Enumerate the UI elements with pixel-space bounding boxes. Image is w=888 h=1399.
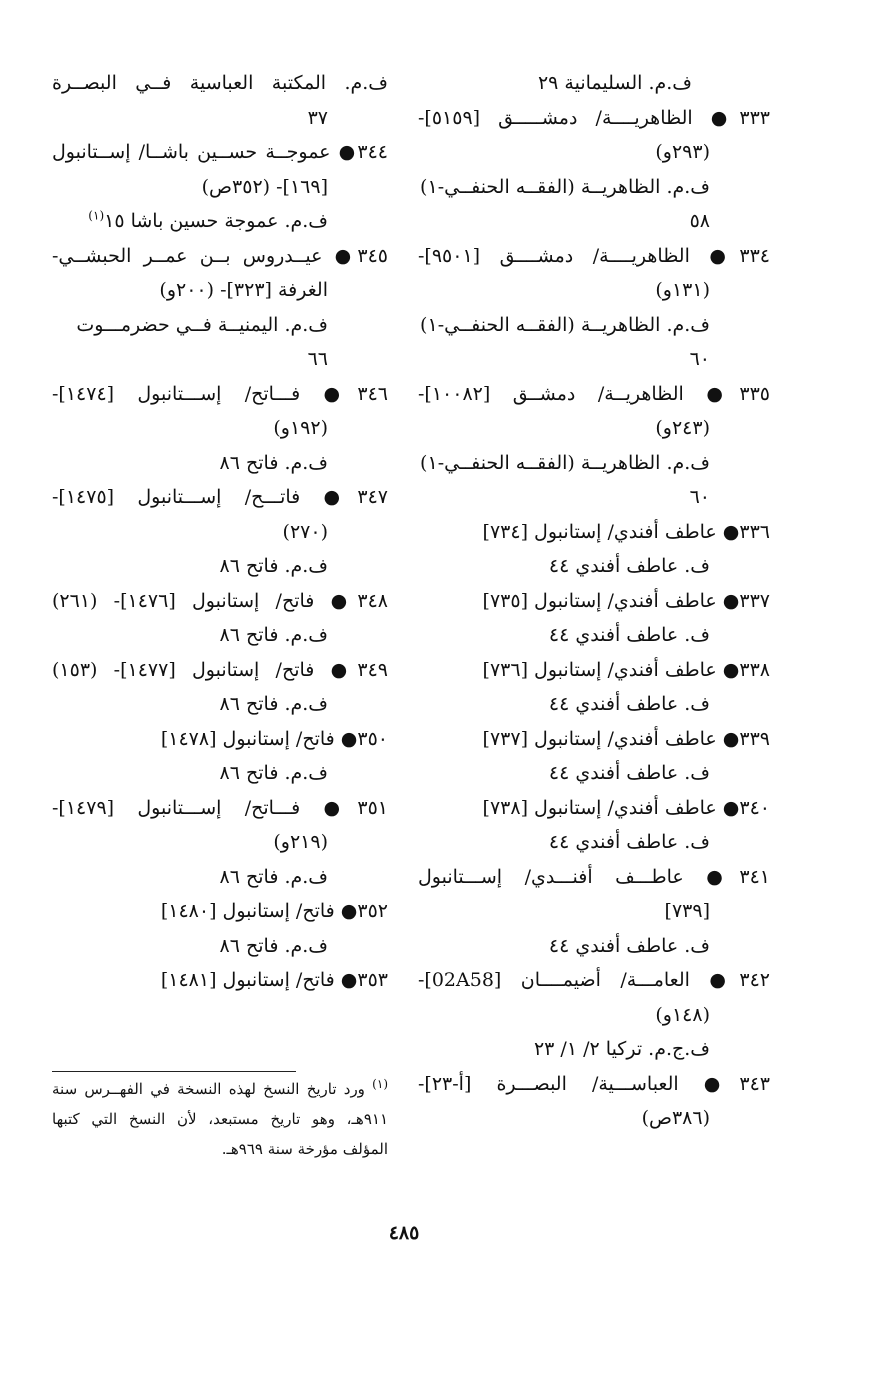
left-column-line: ٣٥١● فـــاتح/ إســـتانبول [١٤٧٩]-	[52, 796, 388, 819]
right-column-line: ف.م. الظاهريــة (الفقــه الحنفــي-١)	[420, 175, 710, 198]
left-column	[52, 66, 388, 998]
right-column-line: ٣٤٢● العامـــة/ أضيمــــان [02A58]-	[418, 969, 770, 991]
right-column-line: (١٣١و)	[655, 279, 710, 301]
left-column-line: ٣٤٩● فاتح/ إستانبول [١٤٧٧]- (١٥٣)	[52, 658, 388, 681]
right-column-line: ف.م. الظاهريــة (الفقــه الحنفــي-١)	[420, 313, 710, 336]
right-column-line: ٣٣٦● عاطف أفندي/ إستانبول [٧٣٤]	[482, 520, 770, 543]
left-column-line: ٣٥٣● فاتح/ إستانبول [١٤٨١]	[160, 969, 388, 991]
right-column-line: ف. عاطف أفندي ٤٤	[548, 934, 710, 957]
left-column-line: ٣٧	[307, 106, 328, 129]
left-column-line: ف.م. فاتح ٨٦	[219, 934, 328, 957]
right-column-line: [٧٣٩]	[664, 900, 710, 922]
right-column-line: ف.ج.م. تركيا ٢/ ١/ ٢٣	[533, 1038, 710, 1060]
right-column-line: ٣٤٣● العباســـية/ البصـــرة [أ-٢٣]-	[418, 1072, 770, 1095]
left-column-line: ٣٤٦● فـــاتح/ إســـتانبول [١٤٧٤]-	[52, 382, 388, 405]
right-column-line: (١٤٨و)	[655, 1003, 710, 1026]
right-column-line: ٦٠	[689, 486, 710, 508]
right-column-line: ٣٣٣● الظاهريــــة/ دمشـــــق [٥١٥٩]-	[418, 106, 770, 129]
footnote	[52, 1074, 388, 1164]
left-column-line: (١٩٢و)	[273, 417, 328, 439]
left-column-line: (٢١٩و)	[273, 831, 328, 853]
left-column-line: ف.م. اليمنيــة فــي حضرمـــوت	[76, 313, 328, 336]
right-column-line: ٣٣٤● الظاهريــــة/ دمشــــق [٩٥٠١]-	[418, 244, 770, 267]
left-column-line: ف.م. عموجة حسين باشا ١٥$^{(١)}$	[88, 208, 328, 232]
left-column-line: ف.م. فاتح ٨٦	[219, 693, 328, 715]
footnote-line-2: ٩١١هـ، وهو تاريخ مستبعد، لأن النسخ التي كتبها	[52, 1110, 388, 1128]
right-column-line: ٦٠	[689, 348, 710, 370]
right-column-line: ف.م. الظاهريــة (الفقــه الحنفــي-١)	[420, 451, 710, 474]
footnote-line-3: المؤلف مؤرخة سنة ٩٦٩هـ.	[221, 1140, 388, 1158]
right-column-line: ٥٨	[689, 210, 710, 232]
right-column-line: ٣٣٨● عاطف أفندي/ إستانبول [٧٣٦]	[482, 658, 770, 681]
left-column-line: ف.م. فاتح ٨٦	[219, 624, 328, 646]
left-column-line: ٣٥٠● فاتح/ إستانبول [١٤٧٨]	[160, 727, 388, 750]
right-column-line: ف. عاطف أفندي ٤٤	[548, 831, 710, 853]
right-column-line: ٣٤٠● عاطف أفندي/ إستانبول [٧٣٨]	[482, 796, 770, 819]
left-column-line: ف.م. فاتح ٨٦	[219, 555, 328, 577]
right-column-line: ف. عاطف أفندي ٤٤	[548, 762, 710, 784]
left-column-line: الغرفة [٣٢٣]- (٢٠٠و)	[159, 279, 328, 301]
left-column-line: ٣٥٢● فاتح/ إستانبول [١٤٨٠]	[160, 900, 388, 922]
left-column-line: ف.م. فاتح ٨٦	[219, 451, 328, 474]
left-column-line: ف.م. فاتح ٨٦	[219, 762, 328, 784]
right-column-line: ف. عاطف أفندي ٤٤	[548, 693, 710, 715]
right-column-line: ٣٣٧● عاطف أفندي/ إستانبول [٧٣٥]	[482, 589, 770, 612]
right-column-line: ٣٤١● عاطـــف أفنـــدي/ إســـتانبول	[418, 865, 770, 888]
footnote-marker: (١)	[372, 1077, 388, 1091]
footnote-reference: (١)	[88, 208, 105, 223]
left-column-line: [١٦٩]- (٣٥٢ص)	[201, 175, 328, 198]
footnote-line-1: $^{(١)}$ ورد تاريخ النسخ لهذه النسخة في الفهــرس سنة	[52, 1077, 388, 1098]
left-column-line: ف.م. فاتح ٨٦	[219, 865, 328, 888]
left-column-line: ٣٤٨● فاتح/ إستانبول [١٤٧٦]- (٢٦١)	[52, 589, 388, 612]
right-column-line: ف.م. السليمانية ٢٩	[537, 72, 692, 94]
left-column-line: ٣٤٥● عيــدروس بــن عمــر الحبشــي-	[52, 244, 388, 267]
right-column-line: (٣٨٦ص)	[641, 1107, 710, 1129]
footnote-separator	[52, 1071, 296, 1072]
left-column-line: ٣٤٤● عموجــة حســين باشــا/ إســتانبول	[52, 141, 388, 163]
left-column-line: ٦٦	[307, 348, 328, 370]
page-number: ٤٨٥	[388, 1222, 420, 1244]
left-column-line: ف.م. المكتبة العباسية فــي البصــرة	[52, 72, 388, 94]
left-column-line: (٢٧٠)	[282, 520, 328, 543]
right-column-line: (٢٩٣و)	[655, 141, 710, 163]
right-column-line: ٣٣٥● الظاهريــة/ دمشــق [١٠٠٨٢]-	[418, 382, 770, 405]
right-column	[418, 66, 770, 1136]
right-column-line: ٣٣٩● عاطف أفندي/ إستانبول [٧٣٧]	[482, 727, 770, 750]
left-column-line: ٣٤٧● فاتـــح/ إســـتانبول [١٤٧٥]-	[52, 486, 388, 508]
right-column-line: ف. عاطف أفندي ٤٤	[548, 555, 710, 577]
right-column-line: (٢٤٣و)	[655, 417, 710, 439]
right-column-line: ف. عاطف أفندي ٤٤	[548, 624, 710, 646]
